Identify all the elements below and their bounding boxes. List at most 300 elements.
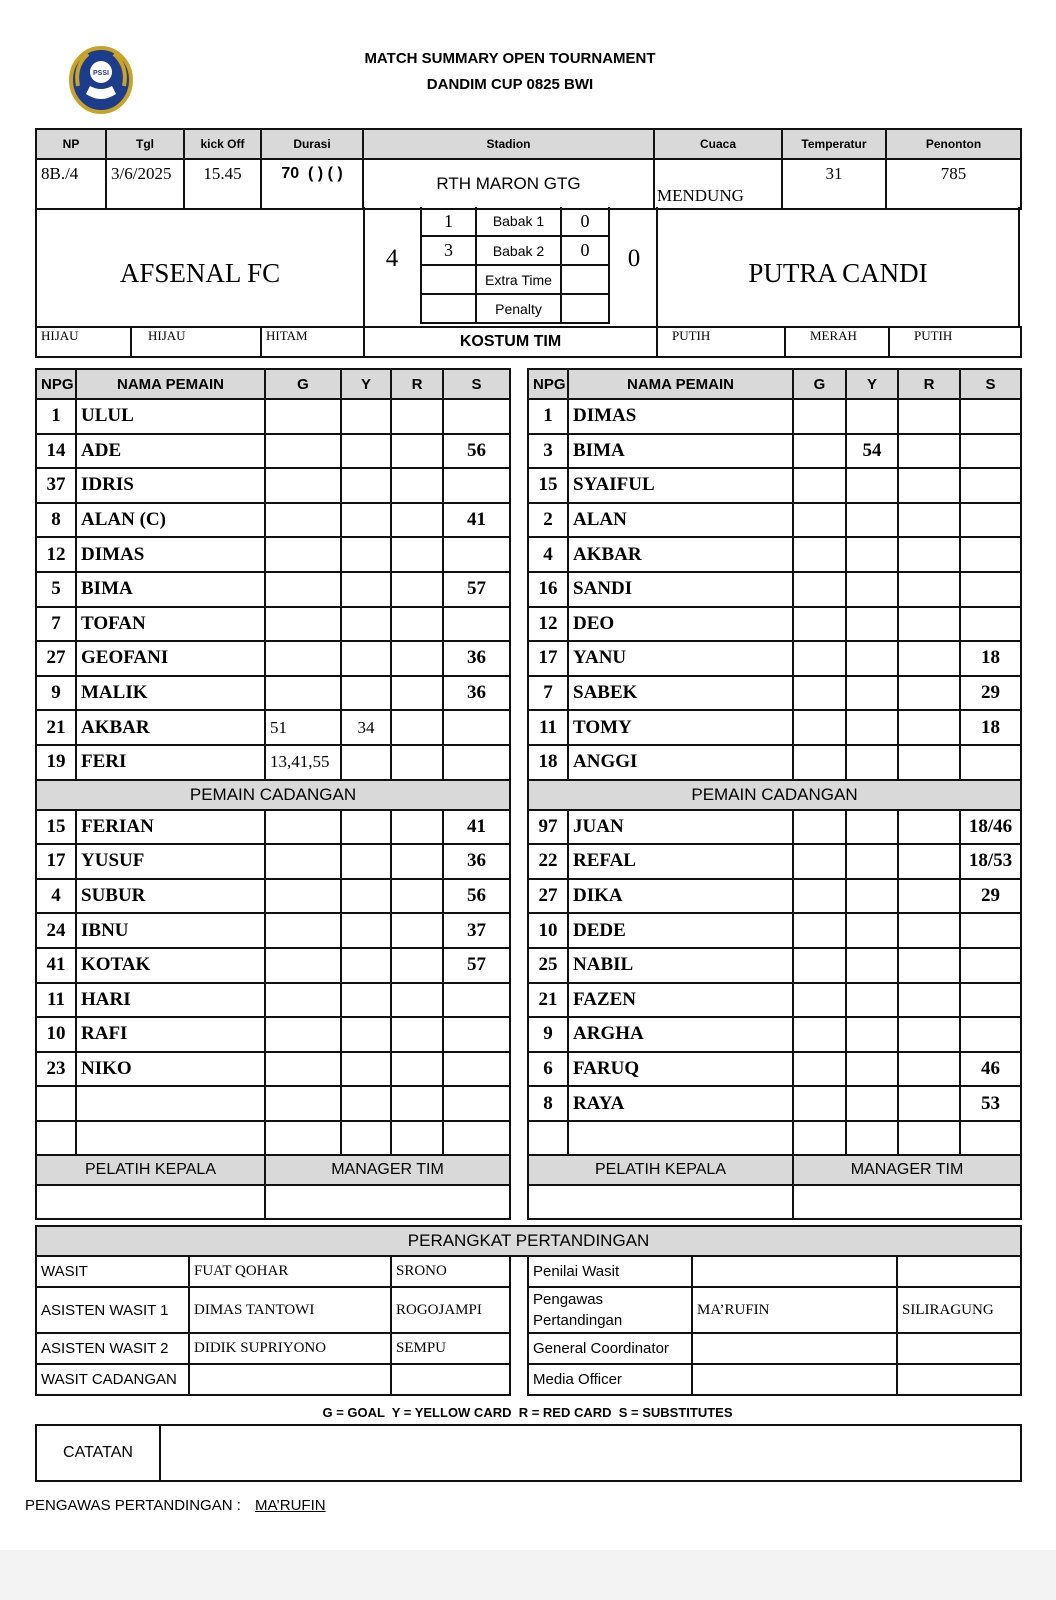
goal-cell [265, 399, 341, 434]
player-row [36, 1052, 510, 1087]
player-name [76, 1121, 265, 1156]
substitute-cell [443, 1121, 510, 1156]
goal-cell [265, 810, 341, 845]
red-card-cell [898, 607, 960, 642]
official-name [189, 1364, 391, 1395]
goal-cell [793, 879, 846, 914]
yellow-card-cell [846, 1017, 898, 1052]
player-number [36, 1086, 76, 1121]
goal-cell [265, 434, 341, 469]
column-header-npg: NPG [36, 369, 76, 399]
yellow-card-cell [846, 913, 898, 948]
goal-cell [265, 503, 341, 538]
substitute-cell [960, 503, 1021, 538]
yellow-card-cell [846, 572, 898, 607]
substitute-cell: 18/46 [960, 810, 1021, 845]
goal-cell [793, 983, 846, 1018]
substitute-cell [960, 399, 1021, 434]
substitute-cell: 36 [443, 641, 510, 676]
player-row [36, 948, 510, 983]
goal-cell [265, 641, 341, 676]
temperatur-value: 31 [782, 159, 886, 209]
substitute-cell [443, 399, 510, 434]
column-header-nama: NAMA PEMAIN [568, 369, 793, 399]
yellow-card-cell [341, 1017, 391, 1052]
red-card-cell [898, 572, 960, 607]
np-value: 8B./4 [36, 159, 106, 209]
yellow-card-cell [341, 948, 391, 983]
goal-cell [265, 844, 341, 879]
player-number [36, 1121, 76, 1156]
yellow-card-cell [846, 537, 898, 572]
substitute-cell [443, 1052, 510, 1087]
penonton-header: Penonton [886, 129, 1021, 159]
player-number: 1 [36, 399, 76, 434]
goal-cell [793, 810, 846, 845]
player-name: DIMAS [568, 399, 793, 434]
title-line-2: DANDIM CUP 0825 BWI [426, 76, 594, 93]
player-row [528, 468, 1021, 503]
red-card-cell [391, 607, 443, 642]
period-away [561, 294, 609, 323]
legend: G = GOAL Y = YELLOW CARD R = RED CARD S = SUBSTITUTES [322, 1405, 733, 1420]
red-card-cell [391, 913, 443, 948]
yellow-card-cell [341, 641, 391, 676]
yellow-card-cell [341, 1086, 391, 1121]
player-number [528, 1121, 568, 1156]
red-card-cell [898, 1052, 960, 1087]
goal-cell [265, 537, 341, 572]
player-row [36, 676, 510, 711]
pelatih-kepala-field[interactable] [36, 1185, 265, 1219]
spacer [510, 1333, 528, 1364]
substitute-cell [960, 983, 1021, 1018]
away-total-score: 0 [627, 245, 641, 272]
substitute-cell: 37 [443, 913, 510, 948]
red-card-cell [391, 879, 443, 914]
substitute-cell: 57 [443, 572, 510, 607]
substitute-cell [443, 468, 510, 503]
official-name: FUAT QOHAR [189, 1256, 391, 1287]
player-name: ALAN (C) [76, 503, 265, 538]
cadangan-label: PEMAIN CADANGAN [36, 780, 510, 810]
player-row [528, 1121, 1021, 1156]
substitute-cell [960, 1121, 1021, 1156]
home-total-score: 4 [385, 245, 399, 272]
player-name: IDRIS [76, 468, 265, 503]
official-origin: SRONO [391, 1256, 510, 1287]
player-number: 10 [528, 913, 568, 948]
substitute-cell [960, 434, 1021, 469]
period-label: Extra Time [476, 265, 561, 294]
yellow-card-cell [341, 607, 391, 642]
yellow-card-cell [341, 745, 391, 780]
official-role: General Coordinator [528, 1333, 692, 1364]
substitute-cell [960, 572, 1021, 607]
yellow-card-cell [341, 1121, 391, 1156]
period-away: 0 [561, 236, 609, 265]
goal-cell [265, 983, 341, 1018]
goal-cell [793, 399, 846, 434]
red-card-cell [391, 1086, 443, 1121]
goal-cell [793, 676, 846, 711]
yellow-card-cell [846, 948, 898, 983]
red-card-cell [898, 745, 960, 780]
divider [363, 207, 365, 328]
yellow-card-cell [341, 434, 391, 469]
red-card-cell [391, 1017, 443, 1052]
red-card-cell [391, 537, 443, 572]
period-away [561, 265, 609, 294]
player-row [36, 572, 510, 607]
period-label: Penalty [476, 294, 561, 323]
substitute-cell: 41 [443, 810, 510, 845]
red-card-cell [391, 948, 443, 983]
official-role: Pengawas Pertandingan [528, 1287, 692, 1333]
red-card-cell [898, 1086, 960, 1121]
official-role: ASISTEN WASIT 2 [36, 1333, 189, 1364]
player-name: IBNU [76, 913, 265, 948]
substitute-cell [960, 537, 1021, 572]
player-row [528, 434, 1021, 469]
player-number: 4 [528, 537, 568, 572]
goal-cell [265, 948, 341, 983]
goal-cell [265, 1121, 341, 1156]
yellow-card-cell [341, 468, 391, 503]
page-bottom [0, 1550, 1056, 1600]
player-number: 14 [36, 434, 76, 469]
column-header-r: R [391, 369, 443, 399]
player-row [528, 572, 1021, 607]
player-name: BIMA [76, 572, 265, 607]
player-row [528, 710, 1021, 745]
official-role: Media Officer [528, 1364, 692, 1395]
goal-cell [793, 468, 846, 503]
substitute-cell: 36 [443, 676, 510, 711]
red-card-cell [391, 641, 443, 676]
substitute-cell [443, 745, 510, 780]
manager-tim-label: MANAGER TIM [265, 1155, 510, 1185]
red-card-cell [391, 399, 443, 434]
penonton-value: 785 [886, 159, 1021, 209]
yellow-card-cell [846, 399, 898, 434]
cadangan-label: PEMAIN CADANGAN [528, 780, 1021, 810]
yellow-card-cell [846, 468, 898, 503]
player-number: 21 [528, 983, 568, 1018]
goal-cell [793, 503, 846, 538]
yellow-card-cell [846, 676, 898, 711]
substitute-cell: 56 [443, 879, 510, 914]
goal-cell [265, 1052, 341, 1087]
player-name: NIKO [76, 1052, 265, 1087]
player-name: MALIK [76, 676, 265, 711]
player-number: 17 [36, 844, 76, 879]
goal-cell [265, 879, 341, 914]
away-team-name: PUTRA CANDI [748, 258, 928, 288]
yellow-card-cell: 34 [341, 710, 391, 745]
catatan-table [35, 1424, 1022, 1482]
player-row [36, 503, 510, 538]
home-players-table [35, 368, 511, 1220]
cuaca-value: MENDUNG [654, 159, 782, 209]
player-name: HARI [76, 983, 265, 1018]
official-origin [897, 1256, 1021, 1287]
official-row [36, 1333, 1021, 1364]
red-card-cell [898, 1121, 960, 1156]
tgl-value: 3/6/2025 [106, 159, 184, 209]
player-row [528, 844, 1021, 879]
pelatih-kepala-label: PELATIH KEPALA [528, 1155, 793, 1185]
yellow-card-cell [341, 399, 391, 434]
player-name: ADE [76, 434, 265, 469]
red-card-cell [391, 1052, 443, 1087]
red-card-cell [898, 537, 960, 572]
goal-cell [793, 1017, 846, 1052]
player-name: TOMY [568, 710, 793, 745]
spacer [510, 1256, 528, 1287]
substitute-cell [443, 1086, 510, 1121]
player-number: 1 [528, 399, 568, 434]
period-home: 1 [421, 207, 476, 236]
player-row [528, 503, 1021, 538]
substitute-cell: 18/53 [960, 844, 1021, 879]
pelatih-kepala-field[interactable] [528, 1185, 793, 1219]
goal-cell [793, 745, 846, 780]
red-card-cell [898, 810, 960, 845]
substitute-cell [960, 468, 1021, 503]
substitute-cell: 29 [960, 676, 1021, 711]
player-name: RAFI [76, 1017, 265, 1052]
yellow-card-cell [846, 503, 898, 538]
player-name: ALAN [568, 503, 793, 538]
player-number: 12 [528, 607, 568, 642]
durasi-header: Durasi [261, 129, 363, 159]
substitute-cell [443, 607, 510, 642]
player-name: ARGHA [568, 1017, 793, 1052]
red-card-cell [898, 879, 960, 914]
pelatih-kepala-label: PELATIH KEPALA [36, 1155, 265, 1185]
manager-tim-label: MANAGER TIM [793, 1155, 1021, 1185]
player-number: 24 [36, 913, 76, 948]
player-number: 2 [528, 503, 568, 538]
substitute-cell [960, 913, 1021, 948]
player-row [36, 1086, 510, 1121]
player-name: RAYA [568, 1086, 793, 1121]
substitute-cell [443, 710, 510, 745]
red-card-cell [898, 1017, 960, 1052]
red-card-cell [391, 810, 443, 845]
player-number: 8 [36, 503, 76, 538]
player-row [528, 1017, 1021, 1052]
player-name: NABIL [568, 948, 793, 983]
official-origin [897, 1333, 1021, 1364]
goal-cell [793, 434, 846, 469]
player-number: 27 [36, 641, 76, 676]
goal-cell [265, 676, 341, 711]
player-name: GEOFANI [76, 641, 265, 676]
svg-text:PSSI: PSSI [93, 70, 109, 77]
official-origin: ROGOJAMPI [391, 1287, 510, 1333]
yellow-card-cell [341, 572, 391, 607]
red-card-cell [391, 710, 443, 745]
yellow-card-cell: 54 [846, 434, 898, 469]
player-number: 18 [528, 745, 568, 780]
player-name: SUBUR [76, 879, 265, 914]
yellow-card-cell [846, 710, 898, 745]
goal-cell [793, 572, 846, 607]
player-number: 7 [36, 607, 76, 642]
player-row [528, 1086, 1021, 1121]
player-name: AKBAR [568, 537, 793, 572]
player-number: 22 [528, 844, 568, 879]
player-name: FAZEN [568, 983, 793, 1018]
column-header-y: Y [341, 369, 391, 399]
player-number: 15 [36, 810, 76, 845]
player-row [36, 844, 510, 879]
period-label: Babak 1 [476, 207, 561, 236]
player-row [528, 607, 1021, 642]
column-header-g: G [265, 369, 341, 399]
footer-label: PENGAWAS PERTANDINGAN : [25, 1497, 241, 1514]
goal-cell: 51 [265, 710, 341, 745]
official-role: Penilai Wasit [528, 1256, 692, 1287]
kostum-table [35, 326, 1022, 358]
kostum-home-2: HIJAU [131, 327, 261, 357]
official-name: MA’RUFIN [692, 1287, 897, 1333]
player-row [36, 745, 510, 780]
player-row [528, 745, 1021, 780]
column-header-s: S [443, 369, 510, 399]
player-number: 21 [36, 710, 76, 745]
player-number: 37 [36, 468, 76, 503]
official-role: ASISTEN WASIT 1 [36, 1287, 189, 1333]
player-name [568, 1121, 793, 1156]
substitute-cell: 41 [443, 503, 510, 538]
player-row [528, 913, 1021, 948]
manager-tim-field[interactable] [793, 1185, 1021, 1219]
player-name: YANU [568, 641, 793, 676]
player-row [36, 434, 510, 469]
player-number: 19 [36, 745, 76, 780]
goal-cell [793, 537, 846, 572]
temperatur-header: Temperatur [782, 129, 886, 159]
player-name: BIMA [568, 434, 793, 469]
player-number: 4 [36, 879, 76, 914]
player-row [528, 948, 1021, 983]
column-header-y: Y [846, 369, 898, 399]
substitute-cell [960, 948, 1021, 983]
substitute-cell [960, 1017, 1021, 1052]
spacer [510, 1364, 528, 1395]
substitute-cell [443, 1017, 510, 1052]
player-row [36, 468, 510, 503]
player-name: FARUQ [568, 1052, 793, 1087]
red-card-cell [391, 676, 443, 711]
yellow-card-cell [846, 810, 898, 845]
player-name: ANGGI [568, 745, 793, 780]
player-number: 23 [36, 1052, 76, 1087]
player-number: 3 [528, 434, 568, 469]
official-origin: SEMPU [391, 1333, 510, 1364]
player-row [36, 1017, 510, 1052]
period-home [421, 294, 476, 323]
player-name: AKBAR [76, 710, 265, 745]
catatan-label: CATATAN [36, 1425, 160, 1481]
player-number: 16 [528, 572, 568, 607]
goal-cell [793, 913, 846, 948]
official-row [36, 1256, 1021, 1287]
player-name: ULUL [76, 399, 265, 434]
yellow-card-cell [341, 537, 391, 572]
player-name: FERIAN [76, 810, 265, 845]
manager-tim-field[interactable] [265, 1185, 510, 1219]
column-header-s: S [960, 369, 1021, 399]
red-card-cell [898, 844, 960, 879]
goal-cell [793, 1121, 846, 1156]
substitute-cell: 56 [443, 434, 510, 469]
red-card-cell [391, 983, 443, 1018]
yellow-card-cell [846, 879, 898, 914]
goal-cell [265, 572, 341, 607]
player-number: 7 [528, 676, 568, 711]
yellow-card-cell [846, 1121, 898, 1156]
kickoff-value: 15.45 [184, 159, 261, 209]
official-name: DIDIK SUPRIYONO [189, 1333, 391, 1364]
goal-cell [793, 641, 846, 676]
goal-cell [793, 948, 846, 983]
player-number: 11 [36, 983, 76, 1018]
catatan-field[interactable] [160, 1425, 1021, 1481]
player-row [528, 676, 1021, 711]
player-row [528, 810, 1021, 845]
spacer [510, 1287, 528, 1333]
player-row [528, 537, 1021, 572]
player-row [36, 607, 510, 642]
player-number: 12 [36, 537, 76, 572]
official-row [36, 1287, 1021, 1333]
kostum-home-3: HITAM [261, 327, 364, 357]
player-name: DIKA [568, 879, 793, 914]
period-label: Babak 2 [476, 236, 561, 265]
goal-cell [793, 1086, 846, 1121]
player-number: 9 [36, 676, 76, 711]
substitute-cell: 57 [443, 948, 510, 983]
red-card-cell [391, 434, 443, 469]
official-name: DIMAS TANTOWI [189, 1287, 391, 1333]
substitute-cell: 53 [960, 1086, 1021, 1121]
substitute-cell: 18 [960, 641, 1021, 676]
player-row [528, 1052, 1021, 1087]
yellow-card-cell [341, 879, 391, 914]
player-number: 10 [36, 1017, 76, 1052]
yellow-card-cell [846, 983, 898, 1018]
player-number: 5 [36, 572, 76, 607]
period-away: 0 [561, 207, 609, 236]
red-card-cell [391, 468, 443, 503]
yellow-card-cell [846, 607, 898, 642]
player-row [528, 399, 1021, 434]
substitute-cell [443, 537, 510, 572]
player-number: 11 [528, 710, 568, 745]
player-name [76, 1086, 265, 1121]
stadion-value: RTH MARON GTG [363, 159, 654, 209]
red-card-cell [391, 1121, 443, 1156]
player-number: 6 [528, 1052, 568, 1087]
player-number: 27 [528, 879, 568, 914]
player-row [36, 810, 510, 845]
column-header-nama: NAMA PEMAIN [76, 369, 265, 399]
player-name: DEO [568, 607, 793, 642]
